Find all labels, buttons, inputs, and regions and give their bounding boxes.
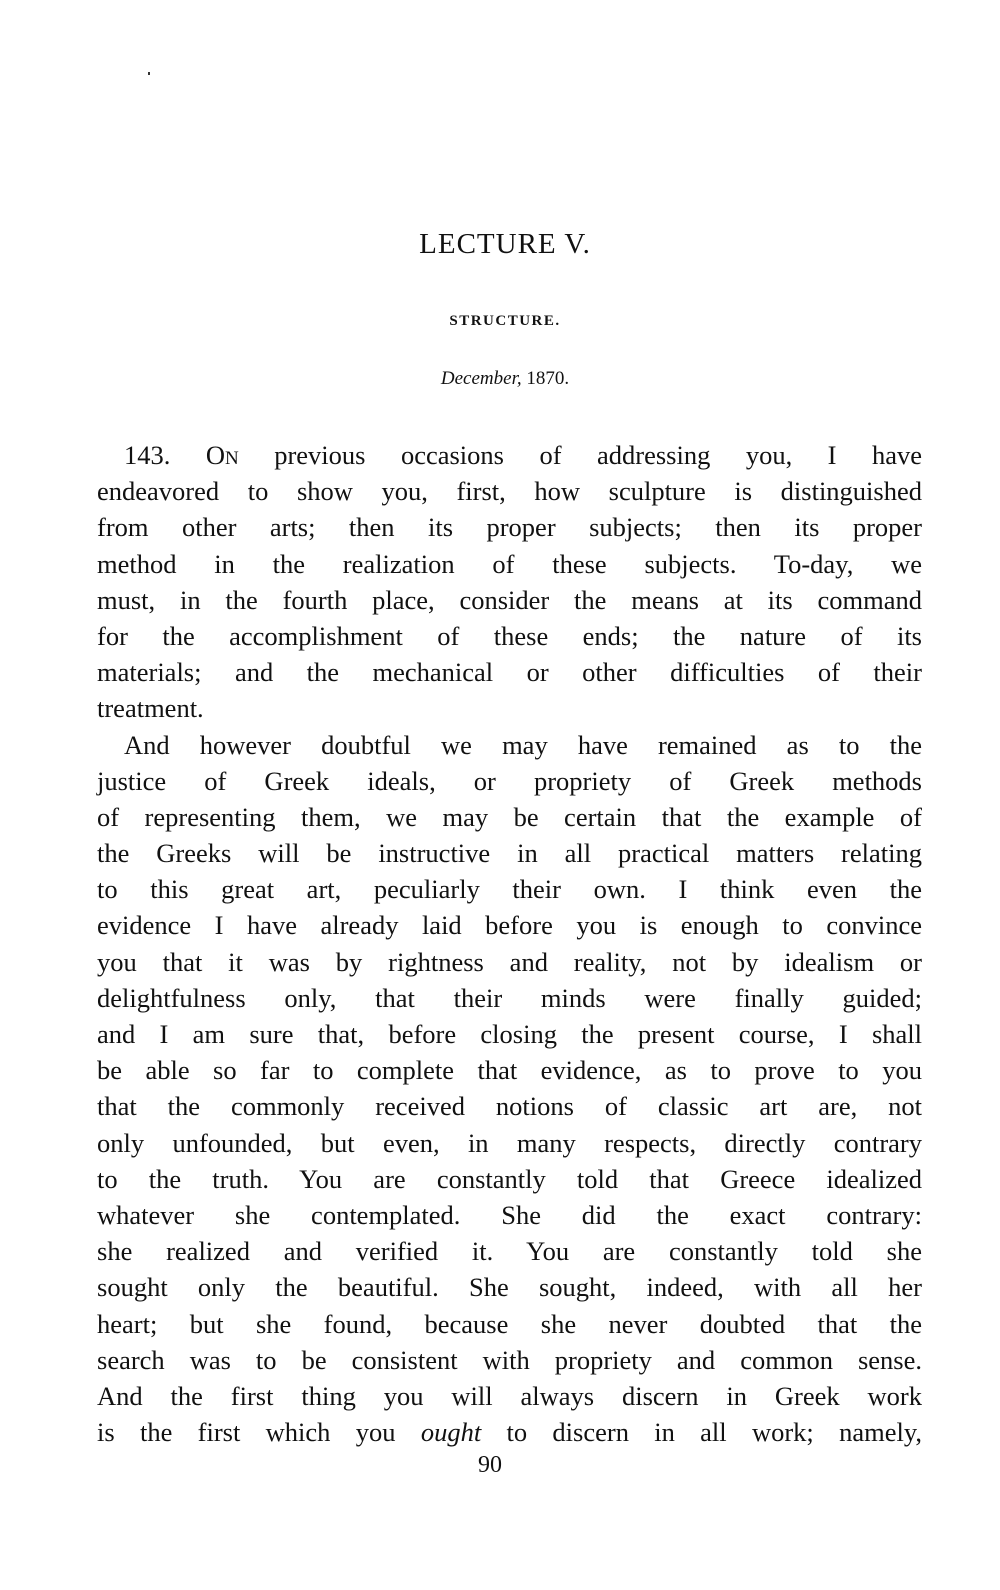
text-line: only unfounded, but even, in many respects, directly contrary bbox=[97, 1127, 922, 1158]
date-year: 1870. bbox=[521, 368, 570, 389]
text-line: treatment. bbox=[97, 693, 204, 724]
line-text: to discern in all work; namely, bbox=[481, 1417, 923, 1448]
text-line: the Greeks will be instructive in all practical matters relating bbox=[97, 838, 922, 869]
text-line: she realized and verified it. You are constantly told she bbox=[97, 1236, 922, 1267]
text-line: of representing them, we may be certain that the example of bbox=[97, 801, 922, 832]
text-line: And the first thing you will always discern in Greek work bbox=[97, 1380, 922, 1411]
text-line: materials; and the mechanical or other difficulties of their bbox=[97, 657, 922, 688]
text-line: delightfulness only, that their minds were finally guided; bbox=[97, 982, 922, 1013]
first-word: On bbox=[205, 440, 239, 470]
text-line: you that it was by rightness and reality, not by idealism or bbox=[97, 946, 922, 977]
line-text: previous occasions of addressing you, I have bbox=[238, 440, 923, 470]
text-line: must, in the fourth place, consider the means at its command bbox=[97, 584, 922, 615]
text-line: to the truth. You are constantly told that Greece idealized bbox=[97, 1163, 922, 1194]
date-month: December, bbox=[440, 368, 522, 389]
lecture-date bbox=[0, 368, 1000, 390]
text-line bbox=[97, 1414, 922, 1450]
text-line: search was to be consistent with propriety and common sense. bbox=[97, 1344, 922, 1375]
text-line: for the accomplishment of these ends; the nature of its bbox=[97, 620, 922, 651]
text-line: justice of Greek ideals, or propriety of Greek methods bbox=[97, 765, 922, 796]
text-line: sought only the beautiful. She sought, indeed, with all her bbox=[97, 1272, 922, 1303]
scan-speck bbox=[148, 72, 150, 75]
text-line: whatever she contemplated. She did the exact contrary: bbox=[97, 1199, 922, 1230]
text-line bbox=[97, 437, 922, 473]
text-line: to this great art, peculiarly their own. I think even the bbox=[97, 874, 922, 905]
text-line: And however doubtful we may have remained as to the bbox=[124, 729, 922, 760]
text-line: and I am sure that, before closing the present course, I shall bbox=[97, 1019, 922, 1049]
paragraph-number: 143. bbox=[124, 440, 171, 470]
page-number: 90 bbox=[478, 1452, 502, 1478]
body-text bbox=[97, 437, 922, 1450]
text-line: method in the realization of these subjects. To-day, we bbox=[97, 548, 922, 579]
text-line: evidence I have already laid before you is enough to convince bbox=[97, 910, 922, 941]
text-line: from other arts; then its proper subjects; then its proper bbox=[97, 512, 922, 543]
text-line: heart; but she found, because she never doubted that the bbox=[97, 1308, 922, 1339]
emphasis-word: ought bbox=[420, 1417, 482, 1448]
line-text: is the first which you bbox=[97, 1417, 421, 1448]
text-line: that the commonly received notions of classic art are, not bbox=[97, 1091, 922, 1122]
text-line: endeavored to show you, first, how sculpture is distinguished bbox=[97, 476, 922, 507]
lecture-title: LECTURE V. bbox=[419, 228, 591, 260]
text-line: be able so far to complete that evidence, as to prove to you bbox=[97, 1055, 922, 1086]
lecture-subtitle: STRUCTURE. bbox=[449, 313, 561, 329]
